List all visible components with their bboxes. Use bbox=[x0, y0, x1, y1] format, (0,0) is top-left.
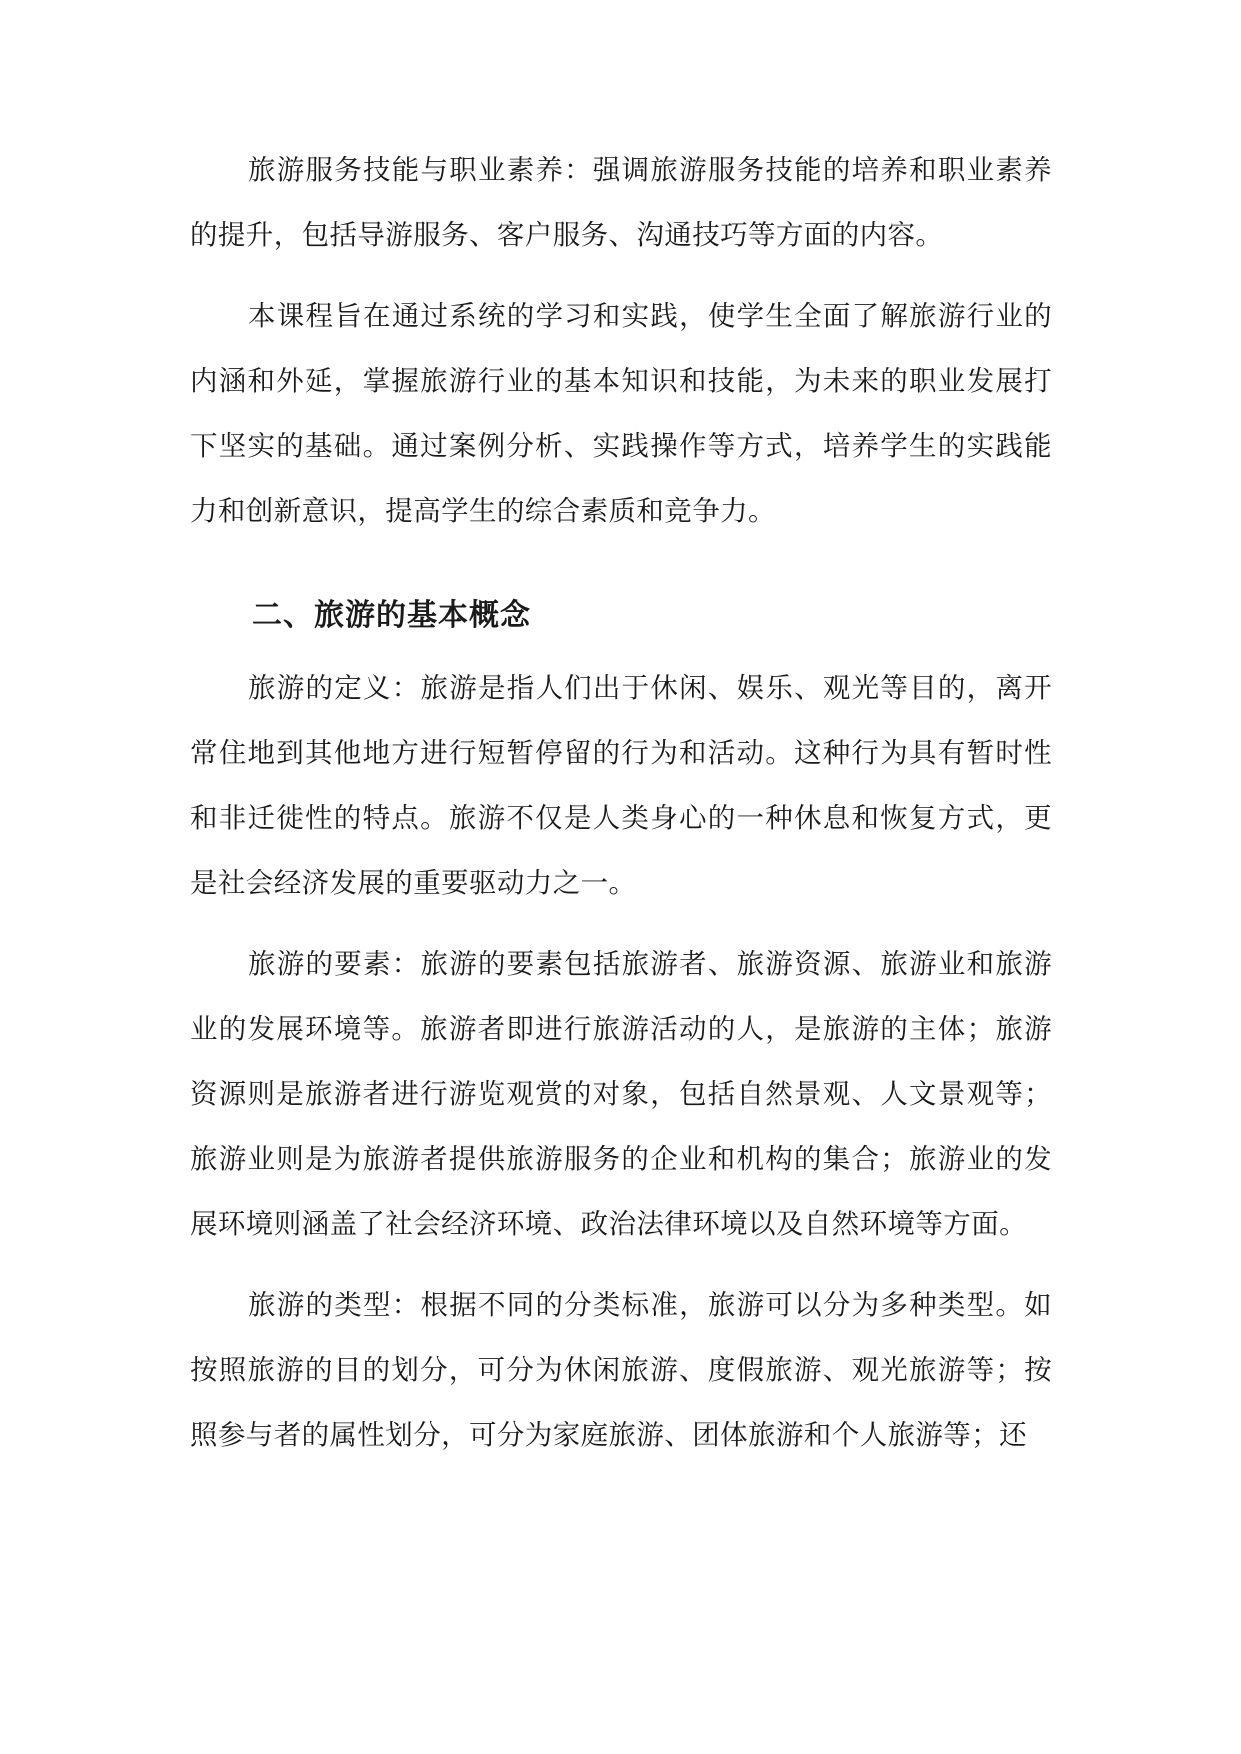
document-page bbox=[190, 138, 1052, 1484]
section-heading: 二、旅游的基本概念 bbox=[252, 598, 531, 633]
paragraph-service-skills: 旅游服务技能与职业素养：强调旅游服务技能的培养和职业素养的提升，包括导游服务、客户服务、沟通技巧等方面的内容。 bbox=[190, 154, 1052, 251]
paragraph-tourism-definition: 旅游的定义：旅游是指人们出于休闲、娱乐、观光等目的，离开常住地到其他地方进行短暂停留的行为和活动。这种行为具有暂时性和非迁徙性的特点。旅游不仅是人类身心的一种休息和恢复方式，更是社会经济发展的重要驱动力之一。 bbox=[190, 672, 1052, 899]
paragraph-tourism-elements: 旅游的要素：旅游的要素包括旅游者、旅游资源、旅游业和旅游业的发展环境等。旅游者即进行旅游活动的人，是旅游的主体；旅游资源则是旅游者进行游览观赏的对象，包括自然景观、人文景观等；旅游业则是为旅游者提供旅游服务的企业和机构的集合；旅游业的发展环境则涵盖了社会经济环境、政治法律环境以及自然环境等方面。 bbox=[190, 948, 1052, 1240]
paragraph-course-aim: 本课程旨在通过系统的学习和实践，使学生全面了解旅游行业的内涵和外延，掌握旅游行业的基本知识和技能，为未来的职业发展打下坚实的基础。通过案例分析、实践操作等方式，培养学生的实践能力和创新意识，提高学生的综合素质和竞争力。 bbox=[190, 300, 1052, 527]
paragraph-tourism-types: 旅游的类型：根据不同的分类标准，旅游可以分为多种类型。如按照旅游的目的划分，可分为休闲旅游、度假旅游、观光旅游等；按照参与者的属性划分，可分为家庭旅游、团体旅游和个人旅游等；还 bbox=[190, 1289, 1052, 1451]
